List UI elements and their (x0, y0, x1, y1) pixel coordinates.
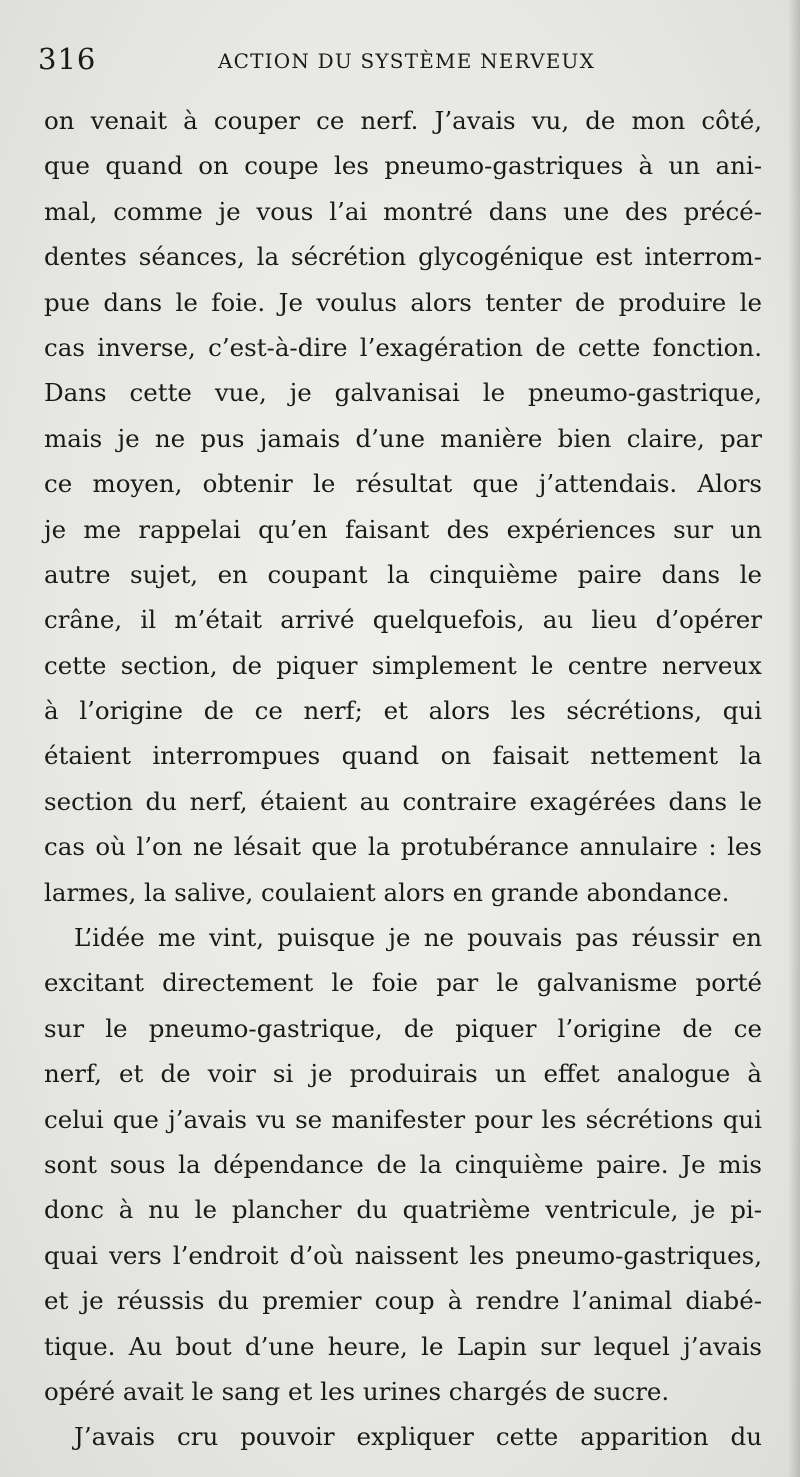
page-edge-shadow (788, 0, 800, 1477)
text-line: mal, comme je vous l’ai montré dans une des précé- (44, 196, 762, 226)
text-line: cas inverse, c’est-à-dire l’exagération de cette fonction. (44, 332, 762, 362)
text-line: cas où l’on ne lésait que la protubérance annulaire : les (44, 832, 762, 862)
text-line: à l’origine de ce nerf; et alors les sécrétions, qui (44, 696, 762, 726)
text-line: ce moyen, obtenir le résultat que j’attendais. Alors (44, 469, 762, 499)
running-head: ACTION DU SYSTÈME NERVEUX (218, 49, 596, 73)
text-line: celui que j’avais vu se manifester pour les sécrétions qui (44, 1104, 762, 1134)
text-line: donc à nu le plancher du quatrième ventricule, je pi- (44, 1195, 762, 1225)
text-line: et je réussis du premier coup à rendre l’animal diabé- (44, 1286, 762, 1316)
page-header (38, 42, 762, 82)
text-line: J’avais cru pouvoir expliquer cette apparition du (74, 1422, 762, 1452)
text-line: dentes séances, la sécrétion glycogénique est interrom- (44, 242, 762, 272)
text-line: nerf, et de voir si je produirais un effet analogue à (44, 1059, 762, 1089)
text-line: L’idée me vint, puisque je ne pouvais pas réussir en (74, 923, 762, 953)
page-number: 316 (38, 42, 97, 76)
text-line: je me rappelai qu’en faisant des expériences sur un (44, 514, 762, 544)
text-line: excitant directement le foie par le galvanisme porté (44, 968, 762, 998)
text-line: tique. Au bout d’une heure, le Lapin sur lequel j’avais (44, 1331, 762, 1361)
text-line: mais je ne pus jamais d’une manière bien claire, par (44, 423, 762, 453)
text-line: cette section, de piquer simplement le centre nerveux (44, 650, 762, 680)
text-line: section du nerf, étaient au contraire exagérées dans le (44, 786, 762, 816)
text-line: sur le pneumo-gastrique, de piquer l’origine de ce (44, 1013, 762, 1043)
text-line: Dans cette vue, je galvanisai le pneumo-gastrique, (44, 378, 762, 408)
text-line: que quand on coupe les pneumo-gastriques à un ani- (44, 151, 762, 181)
text-line: larmes, la salive, coulaient alors en grande abondance. (44, 877, 730, 907)
text-line: on venait à couper ce nerf. J’avais vu, de mon côté, (44, 106, 762, 135)
text-line: crâne, il m’était arrivé quelquefois, au lieu d’opérer (44, 605, 762, 635)
text-line: sont sous la dépendance de la cinquième paire. Je mis (44, 1149, 762, 1179)
text-line: quai vers l’endroit d’où naissent les pneumo-gastriques, (44, 1240, 762, 1270)
text-line: autre sujet, en coupant la cinquième paire dans le (44, 559, 762, 589)
text-line: étaient interrompues quand on faisait nettement la (44, 741, 762, 771)
text-line: opéré avait le sang et les urines chargés de sucre. (44, 1376, 670, 1406)
text-line: pue dans le foie. Je voulus alors tenter de produire le (44, 287, 762, 317)
body-text (44, 98, 762, 1460)
